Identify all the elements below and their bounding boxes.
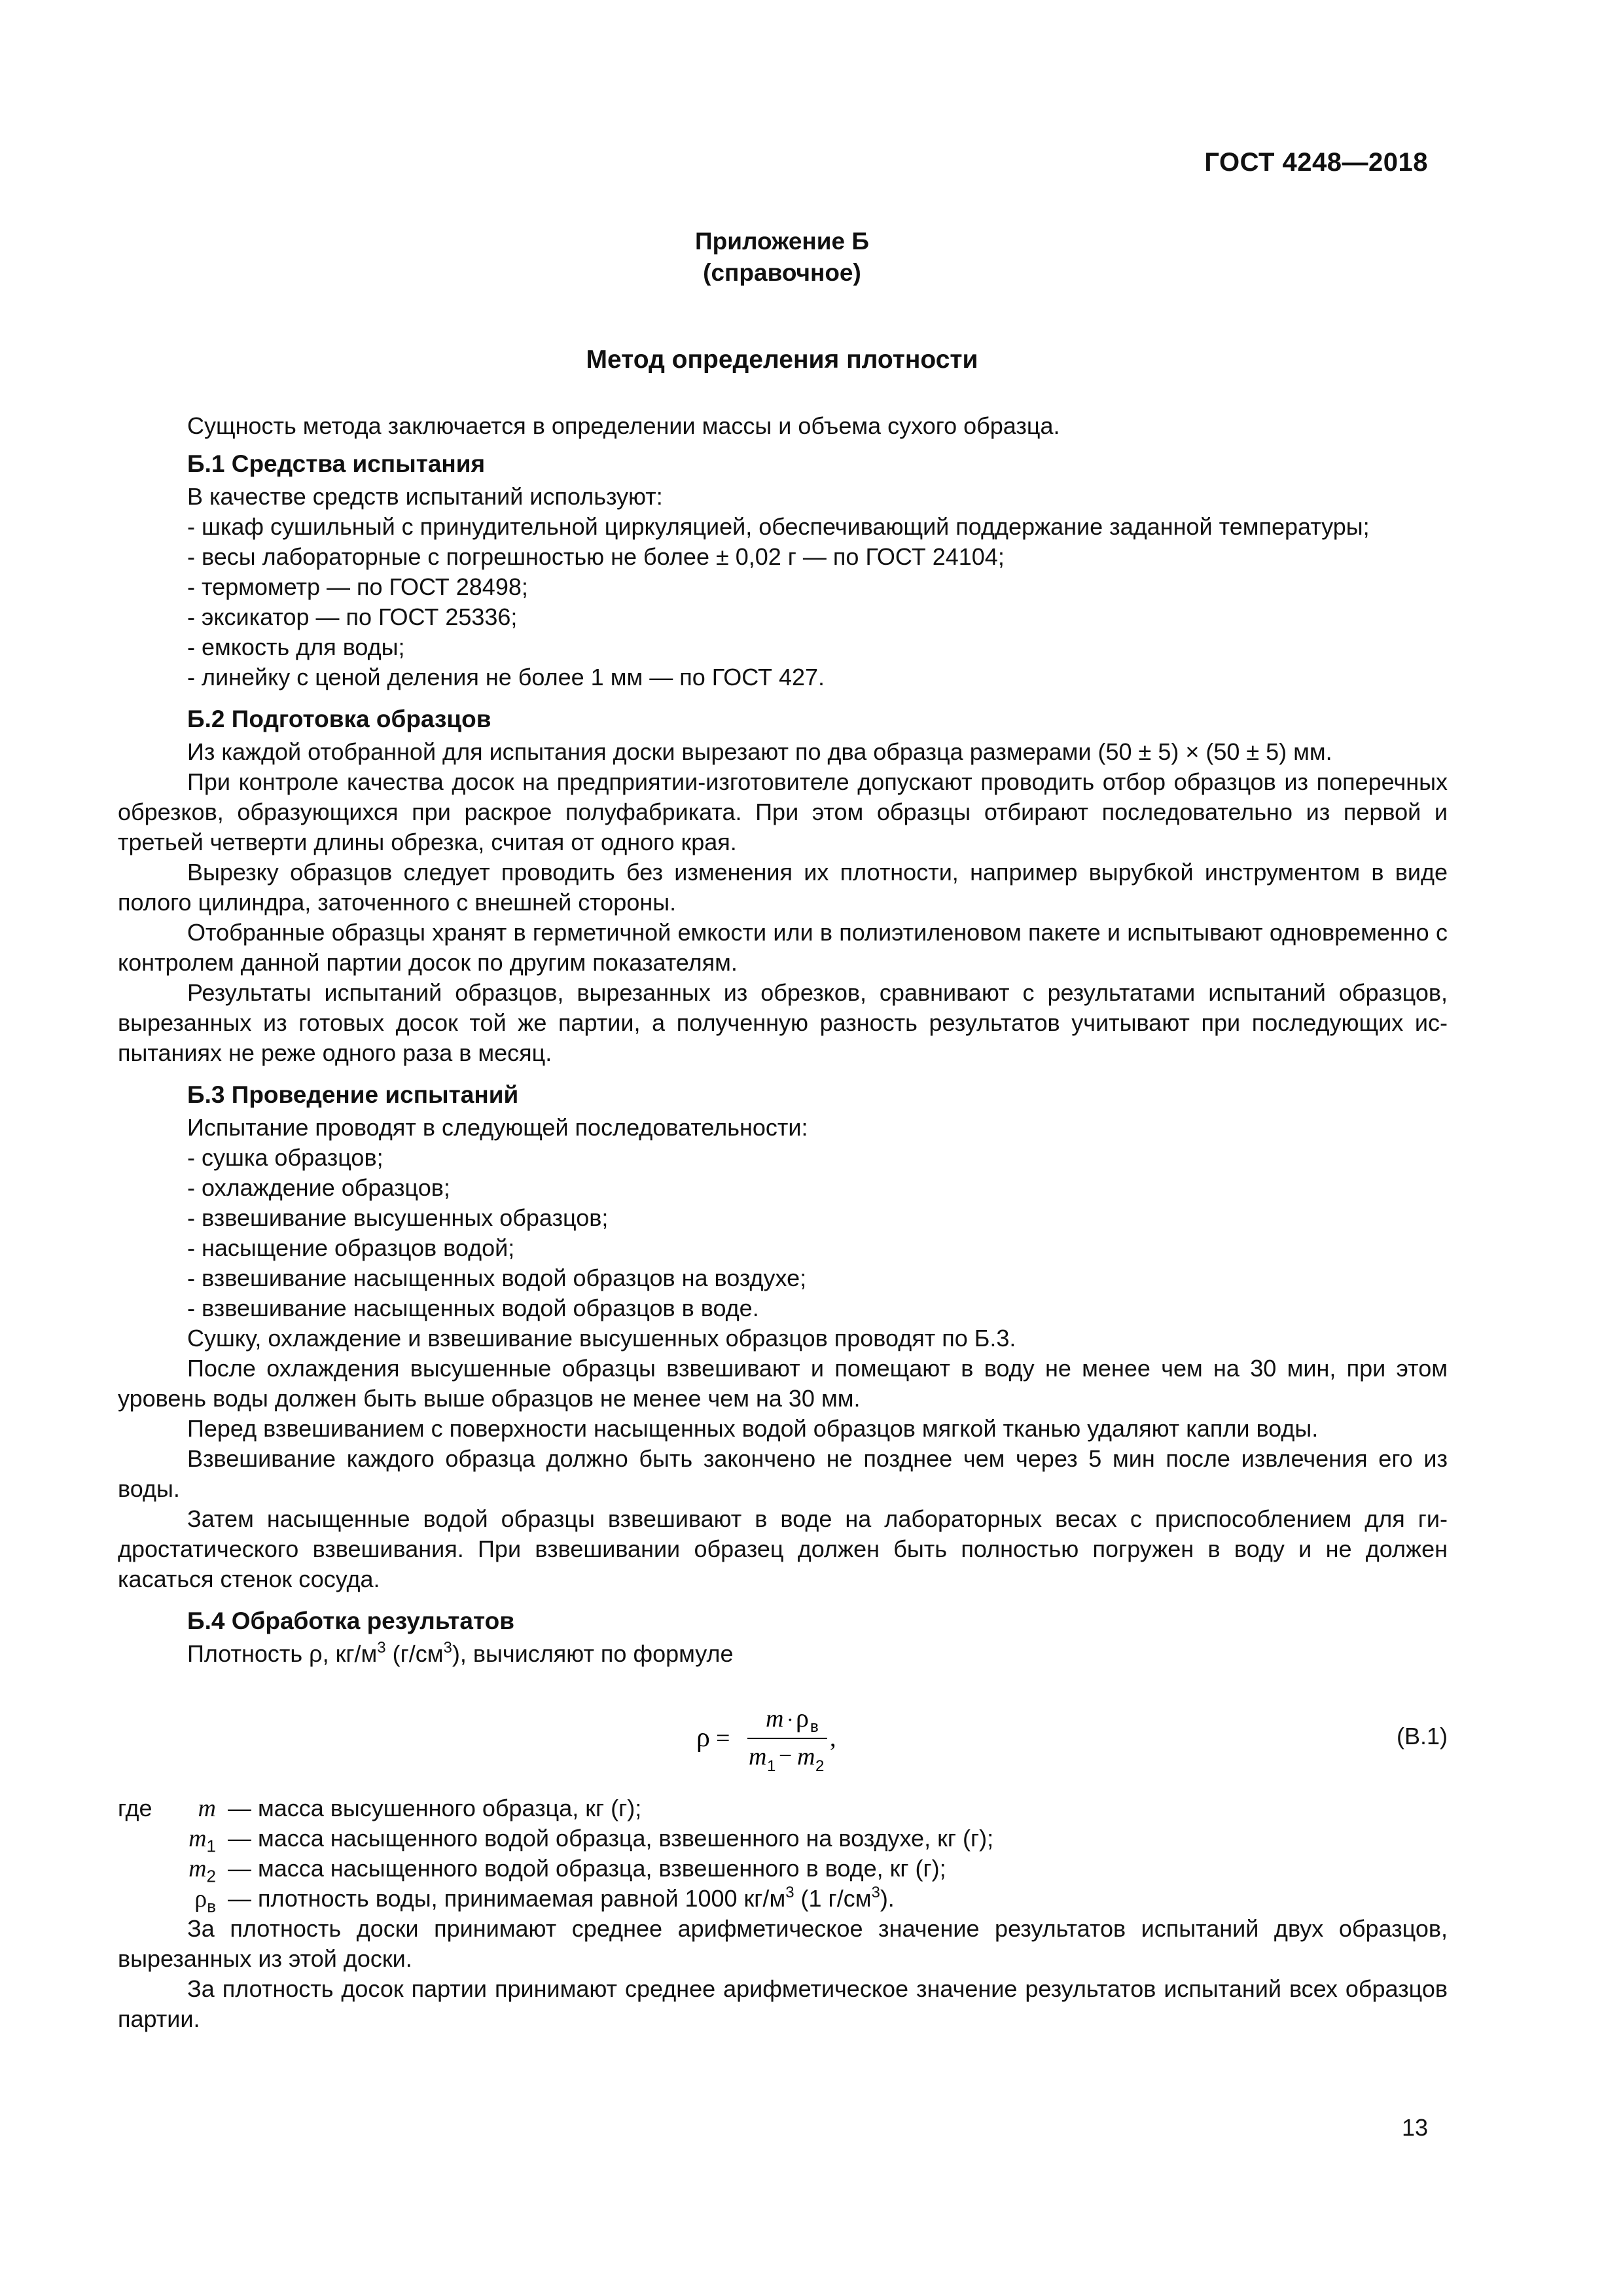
legend-row [118,1884,1448,1914]
formula-num-m: m [766,1705,784,1732]
paragraph: Перед взвешиванием с поверхности насыщенных водой образцов мягкой тканью удаляют капли воды. [187,1415,1319,1442]
appendix-type: (справочное) [703,259,861,286]
legend-row [118,1854,1448,1884]
where-word: где [118,1795,152,1821]
paragraph: Взвешивание каждого образца должно быть закончено не позднее чем через 5 мин после извлечения его из воды. [118,1445,1448,1502]
list-item: - взвешивание насыщенных водой образцов на воздухе; [187,1265,807,1291]
paragraph: Результаты испытаний образцов, вырезанных из обрезков, сравнивают с результатами испытаний образцов, вырезанных из готовых досок той же партии, а полученную разность результатов учитывают при последующих испытаниях не реже одного раза в месяц. [118,979,1448,1066]
section-heading-b4: Б.4 Обработка результатов [187,1607,514,1634]
formula-num-rho-sub: в [810,1718,819,1736]
paragraph: После охлаждения высушенные образцы взвешивают и помещают в воду не менее чем на 30 мин, при этом уровень воды должен быть выше образцов не менее чем на 30 мм. [118,1355,1448,1412]
section-heading-b2: Б.2 Подготовка образцов [187,706,491,732]
page-number: 13 [1401,2114,1428,2141]
document-code: ГОСТ 4248—2018 [1204,148,1428,177]
list-item: - эксикатор — по ГОСТ 25336; [187,603,518,630]
paragraph: Из каждой отобранной для испытания доски вырезают по два образца размерами (50 ± 5) × (50 ± 5) мм. [187,738,1332,765]
formula-num-dot: · [787,1708,794,1731]
appendix-heading [0,226,1564,289]
legend-description: — масса насыщенного водой образца, взвешенного на воздухе, кг (г); [228,1825,994,1852]
list-item: - взвешивание высушенных образцов; [187,1204,609,1231]
list-item: - взвешивание насыщенных водой образцов в воде. [187,1295,759,1321]
list-item: - насыщение образцов водой; [187,1234,515,1261]
formula-den-m1-sub: 1 [767,1757,776,1775]
paragraph: Сушку, охлаждение и взвешивание высушенных образцов проводят по Б.3. [187,1325,1016,1352]
list-item: - емкость для воды; [187,634,405,660]
list-item: - линейку с ценой деления не более 1 мм — по ГОСТ 427. [187,664,825,691]
formula-den-minus: − [779,1742,793,1768]
appendix-label: Приложение Б [695,228,869,255]
section-heading-b1: Б.1 Средства испытания [187,450,486,477]
paragraph: Вырезку образцов следует проводить без изменения их плотности, например вырубкой инструментом в виде полого цилиндра, заточенного с внешней стороны. [118,859,1448,916]
legend-description: — масса насыщенного водой образца, взвешенного в воде, кг (г); [228,1855,946,1882]
intro-paragraph: Сущность метода заключается в определении массы и объема сухого образца. [187,412,1060,439]
formula-comma: , [830,1725,836,1752]
document-body [118,411,1448,2034]
density-formula [118,1695,1448,1787]
paragraph: При контроле качества досок на предприятии-изготовителе допускают проводить отбор образцов из поперечных обрезков, образующихся при раскрое полуфабриката. При этом образцы отбирают последовательно из первой и третьей четверти длины обрезка, считая от одного края. [118,768,1448,855]
legend-row [118,1823,1448,1854]
list-item: - сушка образцов; [187,1144,383,1171]
paragraph: За плотность досок партии принимают среднее арифметическое значение результатов испытаний всех образцов партии. [118,1975,1448,2032]
paragraph: Затем насыщенные водой образцы взвешивают в воде на лабораторных весах с приспособлением для гидростатического взвешивания. При взвешивании образец должен быть полностью погружен в воду и не должен касаться стенок сосуда. [118,1505,1448,1592]
list-item: - весы лабораторные с погрешностью не более ± 0,02 г — по ГОСТ 24104; [187,543,1005,570]
list-item: - охлаждение образцов; [187,1174,450,1201]
formula-den-m2: m [797,1743,815,1770]
legend-symbol: $m_2$ [188,1855,216,1886]
legend-description: — плотность воды, принимаемая равной 1000 $кг/м^3$ (1 $г/см^3$). [228,1884,895,1912]
paragraph: Отобранные образцы хранят в герметичной емкости или в полиэтиленовом пакете и испытывают одновременно с контролем данной партии досок по другим показателям. [118,919,1448,976]
legend-symbol: $m_1$ [188,1825,216,1856]
formula-expression [694,1695,890,1787]
section-b4-lead: Плотность ρ, $кг/м^3$ $(г/см^3)$, вычисляют по формуле [187,1639,734,1667]
formula-den-m2-sub: 2 [815,1757,825,1775]
list-item: - термометр — по ГОСТ 28498; [187,573,528,600]
paragraph: За плотность доски принимают среднее арифметическое значение результатов испытаний двух образцов, вырезанных из этой доски. [118,1915,1448,1972]
formula-number: (В.1) [1396,1723,1448,1749]
formula-legend [118,1793,1448,1914]
legend-description: — масса высушенного образца, кг (г); [228,1795,642,1821]
legend-symbol: $\rho_в$ [194,1885,216,1916]
formula-den-m1: m [749,1743,767,1770]
formula-lhs: ρ [696,1723,710,1753]
list-item: - шкаф сушильный с принудительной циркуляцией, обеспечивающий поддержание заданной температуры; [187,513,1370,540]
legend-row [118,1793,1448,1823]
formula-num-rho: ρ [796,1703,809,1732]
page-title: Метод определения плотности [586,346,978,374]
legend-symbol: m [198,1795,216,1822]
formula-equals: = [716,1725,730,1752]
section-b1-lead: В качестве средств испытаний используют: [187,483,663,510]
section-heading-b3: Б.3 Проведение испытаний [187,1081,519,1108]
section-b3-lead: Испытание проводят в следующей последовательности: [187,1114,808,1141]
